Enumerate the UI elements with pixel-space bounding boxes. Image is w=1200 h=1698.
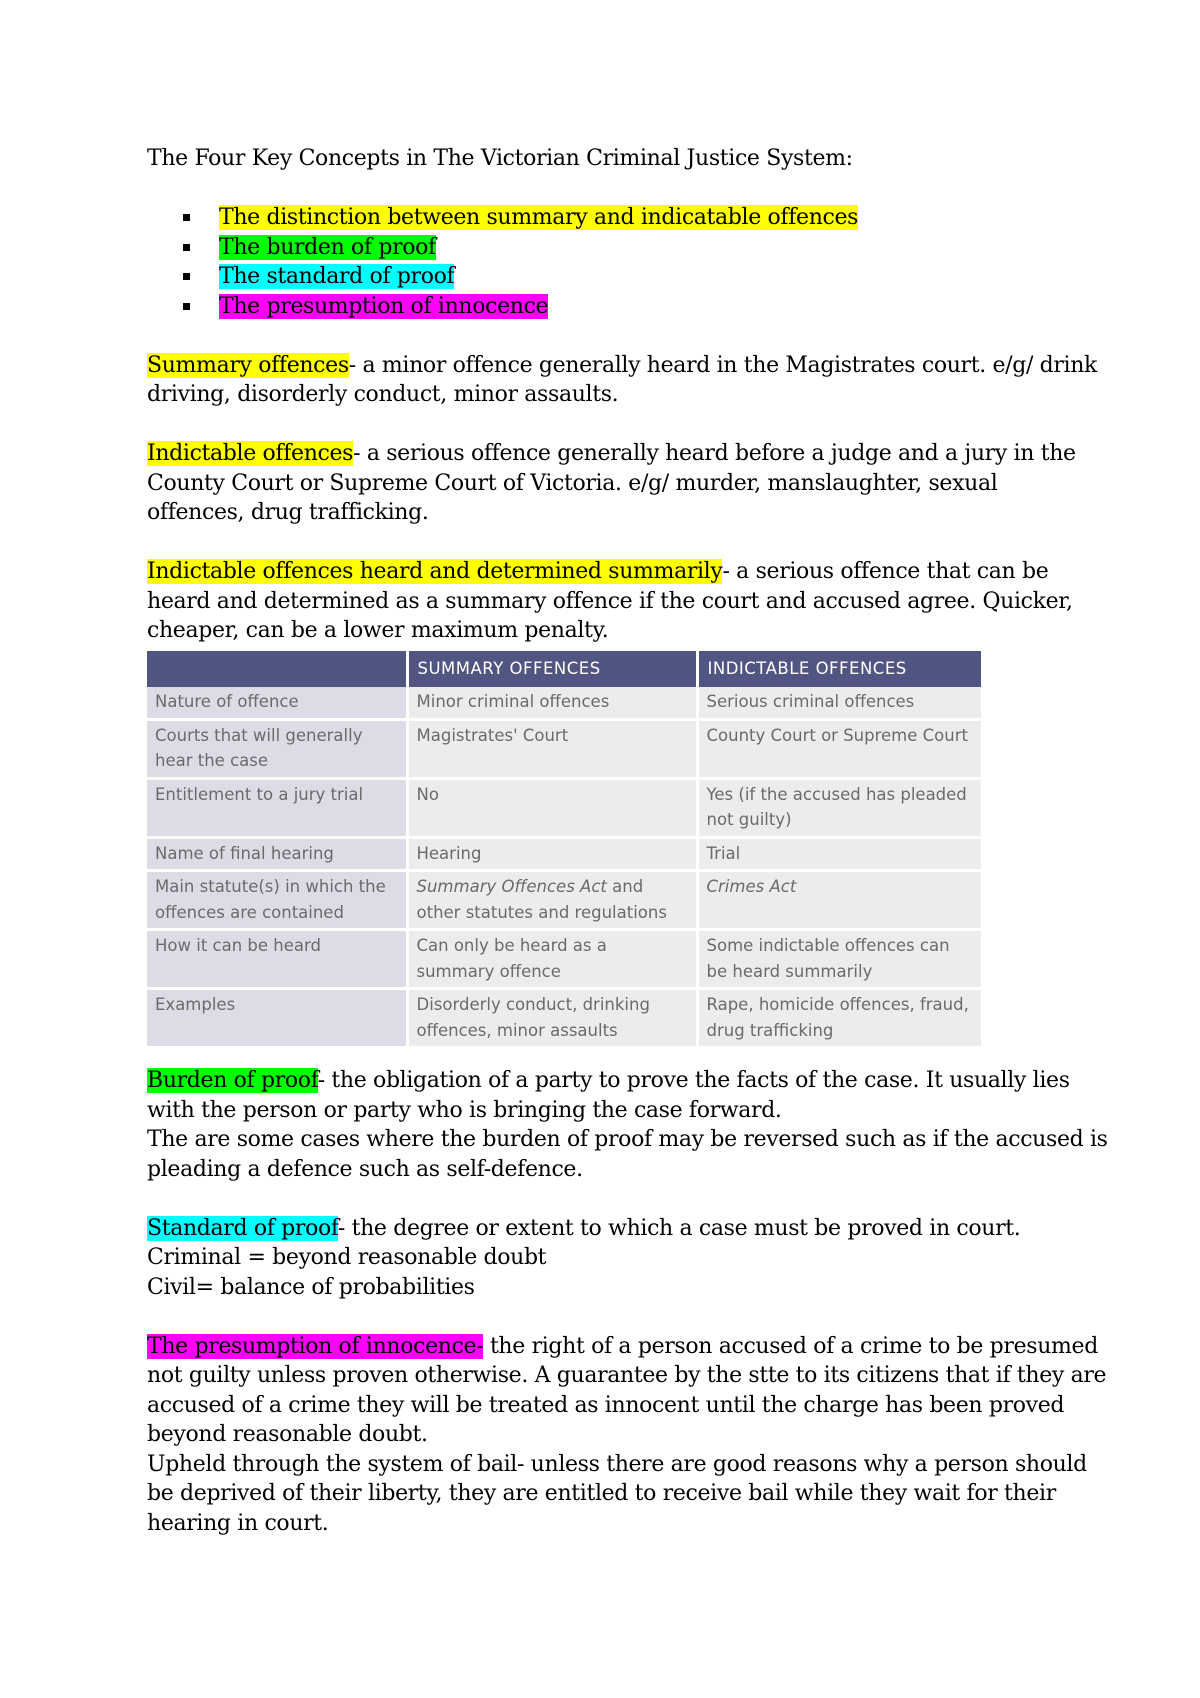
table-cell: Minor criminal offences [407, 687, 697, 719]
indictable-offences-paragraph [147, 439, 1076, 528]
paragraph-text: heard and determined as a summary offence if the court and accused agree. Quicker, [147, 588, 1073, 614]
paragraph-text: be deprived of their liberty, they are entitled to receive bail while they wait for their [147, 1481, 1056, 1506]
table-cell: Some indictable offences can be heard summarily [697, 930, 981, 989]
table-row [147, 837, 981, 871]
table-header-row [147, 651, 981, 687]
square-bullet-icon [183, 244, 190, 251]
concept-label: The standard of proof [219, 264, 455, 289]
row-label: Courts that will generally hear the case [147, 719, 407, 778]
table-cell: Rape, homicide offences, fraud, drug trafficking [697, 989, 981, 1048]
burden-of-proof-term: Burden of proof [147, 1068, 318, 1093]
document-heading: The Four Key Concepts in The Victorian Criminal Justice System: [147, 146, 853, 171]
list-item [147, 292, 1067, 322]
paragraph-text: - the degree or extent to which a case must be proved in court. [337, 1215, 1021, 1241]
row-label: Nature of offence [147, 687, 407, 719]
table-cell: Trial [697, 837, 981, 871]
table-row [147, 989, 981, 1048]
table-row [147, 930, 981, 989]
indictable-offences-term: Indictable offences [147, 441, 354, 466]
statute-name: Summary Offences Act [416, 877, 607, 896]
paragraph-text: pleading a defence such as self-defence. [147, 1156, 583, 1182]
standard-of-proof-term: Standard of proof [147, 1215, 338, 1241]
table-header-cell: INDICTABLE OFFENCES [697, 651, 981, 687]
table-cell: Disorderly conduct, drinking offences, minor assaults [407, 989, 697, 1048]
table-cell: Can only be heard as a summary offence [407, 930, 697, 989]
row-label: How it can be heard [147, 930, 407, 989]
row-label: Main statute(s) in which the offences are contained [147, 871, 407, 930]
paragraph-text: - a serious offence generally heard before a judge and a jury in the [353, 441, 1076, 466]
table-row [147, 719, 981, 778]
table-cell: Serious criminal offences [697, 687, 981, 719]
list-item [147, 233, 1067, 263]
paragraph-text: County Court or Supreme Court of Victoria. e/g/ murder, manslaughter, sexual [147, 470, 998, 496]
paragraph-text: Civil= balance of probabilities [147, 1274, 475, 1300]
square-bullet-icon [183, 303, 190, 310]
concept-label: The presumption of innocence [219, 293, 549, 319]
paragraph-text: - a minor offence generally heard in the Magistrates court. e/g/ drink [348, 352, 1098, 378]
paragraph-text: - a serious offence that can be [722, 559, 1049, 584]
table-cell: County Court or Supreme Court [697, 719, 981, 778]
paragraph-text: driving, disorderly conduct, minor assaults. [147, 382, 619, 407]
paragraph-text: The are some cases where the burden of proof may be reversed such as if the accused is [147, 1127, 1108, 1152]
table-header-cell: SUMMARY OFFENCES [407, 651, 697, 687]
document-body [147, 144, 1098, 646]
list-item [147, 262, 1067, 292]
paragraph-text: the right of a person accused of a crime to be presumed [483, 1333, 1098, 1359]
standard-of-proof-paragraph [147, 1214, 1067, 1303]
paragraph-text: - the obligation of a party to prove the facts of the case. It usually lies [317, 1068, 1070, 1093]
summary-offences-paragraph [147, 351, 1098, 410]
square-bullet-icon [183, 273, 190, 280]
document-body-lower [147, 1066, 1108, 1538]
square-bullet-icon [183, 214, 190, 221]
presumption-term: The presumption of innocence- [147, 1333, 484, 1359]
table-row [147, 778, 981, 837]
row-label: Entitlement to a jury trial [147, 778, 407, 837]
table-cell: Crimes Act [697, 871, 981, 930]
summarily-paragraph [147, 557, 1073, 646]
statute-suffix: and other statutes and regulations [416, 877, 667, 922]
concept-label: The distinction between summary and indicatable offences [219, 205, 859, 230]
concept-label: The burden of proof [219, 234, 436, 260]
table-cell [407, 871, 697, 930]
table-row [147, 871, 981, 930]
paragraph-text: cheaper, can be a lower maximum penalty. [147, 618, 609, 643]
summary-offences-term: Summary offences [147, 352, 349, 378]
table-cell: Hearing [407, 837, 697, 871]
presumption-paragraph [147, 1332, 1107, 1539]
row-label: Examples [147, 989, 407, 1048]
offences-comparison-table [147, 651, 981, 1049]
summarily-term: Indictable offences heard and determined summarily [147, 559, 723, 584]
paragraph-text: offences, drug trafficking. [147, 500, 429, 525]
paragraph-text: not guilty unless proven otherwise. A guarantee by the stte to its citizens that if they are [147, 1363, 1107, 1388]
list-item [147, 203, 1067, 233]
paragraph-text: Upheld through the system of bail- unless there are good reasons why a person should [147, 1451, 1087, 1477]
burden-of-proof-paragraph [147, 1066, 1108, 1184]
paragraph-text: accused of a crime they will be treated as innocent until the charge has been proved [147, 1392, 1065, 1418]
paragraph-text: hearing in court. [147, 1510, 329, 1536]
key-concepts-list [147, 203, 1067, 321]
table-cell: Magistrates' Court [407, 719, 697, 778]
table-cell: No [407, 778, 697, 837]
table-header-cell [147, 651, 407, 687]
paragraph-text: with the person or party who is bringing the case forward. [147, 1097, 782, 1123]
paragraph-text: beyond reasonable doubt. [147, 1422, 428, 1447]
row-label: Name of final hearing [147, 837, 407, 871]
table-cell: Yes (if the accused has pleaded not guilty) [697, 778, 981, 837]
paragraph-text: Criminal = beyond reasonable doubt [147, 1245, 547, 1270]
table-row [147, 687, 981, 719]
